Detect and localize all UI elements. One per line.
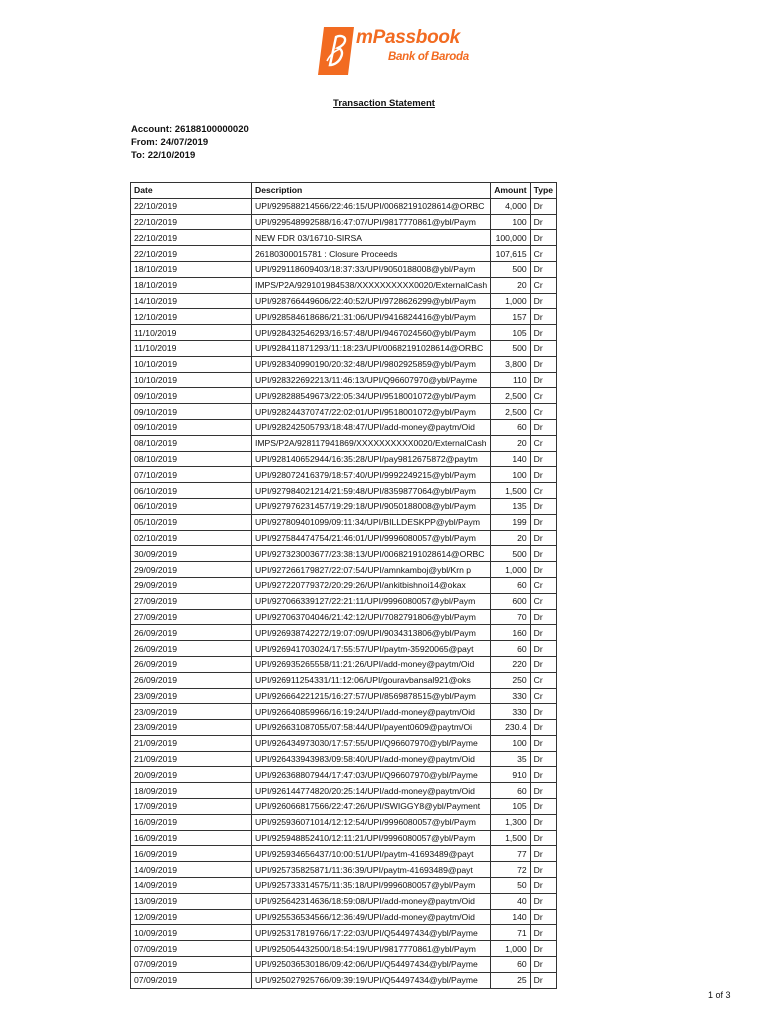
table-row [131,767,557,783]
amount-cell: 330 [491,688,530,704]
type-cell: Dr [530,656,556,672]
table-row [131,246,557,262]
date-cell: 22/10/2019 [131,230,252,246]
description-cell: UPI/927984021214/21:59:48/UPI/8359877064@ybl/Paym [252,483,491,499]
transaction-rows [131,198,557,988]
description-cell: UPI/926640859966/16:19:24/UPI/add-money@paytm/Oid [252,704,491,720]
amount-column-header: Amount [491,183,530,199]
date-cell: 07/10/2019 [131,467,252,483]
amount-cell: 105 [491,799,530,815]
amount-cell: 3,800 [491,356,530,372]
type-cell: Dr [530,909,556,925]
type-cell: Dr [530,957,556,973]
type-cell: Dr [530,498,556,514]
date-cell: 14/09/2019 [131,862,252,878]
type-cell: Dr [530,372,556,388]
amount-cell: 60 [491,783,530,799]
amount-cell: 100 [491,467,530,483]
description-cell: UPI/926941703024/17:55:57/UPI/paytm-35920065@payt [252,641,491,657]
type-cell: Dr [530,530,556,546]
date-cell: 21/09/2019 [131,735,252,751]
date-cell: 23/09/2019 [131,704,252,720]
amount-cell: 100,000 [491,230,530,246]
date-cell: 08/10/2019 [131,435,252,451]
table-row [131,261,557,277]
description-cell: IMPS/P2A/929101984538/XXXXXXXXXX0020/ExternalCash [252,277,491,293]
description-cell: UPI/926144774820/20:25:14/UPI/add-money@paytm/Oid [252,783,491,799]
amount-cell: 230.4 [491,720,530,736]
amount-cell: 1,000 [491,293,530,309]
date-cell: 16/09/2019 [131,814,252,830]
type-cell: Dr [530,356,556,372]
type-cell: Dr [530,562,556,578]
date-cell: 26/09/2019 [131,672,252,688]
type-cell: Dr [530,783,556,799]
type-cell: Cr [530,246,556,262]
type-cell: Dr [530,735,556,751]
date-cell: 12/09/2019 [131,909,252,925]
description-cell: UPI/926066817566/22:47:26/UPI/SWIGGY8@ybl/Payment [252,799,491,815]
date-cell: 11/10/2019 [131,340,252,356]
type-cell: Dr [530,261,556,277]
type-cell: Dr [530,751,556,767]
amount-cell: 250 [491,672,530,688]
amount-cell: 35 [491,751,530,767]
table-row [131,435,557,451]
amount-cell: 25 [491,972,530,988]
table-row [131,925,557,941]
type-cell: Dr [530,941,556,957]
description-cell: UPI/929588214566/22:46:15/UPI/00682191028614@ORBC [252,198,491,214]
type-cell: Dr [530,230,556,246]
table-row [131,909,557,925]
amount-cell: 60 [491,641,530,657]
date-cell: 23/09/2019 [131,720,252,736]
amount-cell: 330 [491,704,530,720]
type-cell: Dr [530,514,556,530]
table-row [131,483,557,499]
statement-title: Transaction Statement [333,98,435,109]
table-row [131,688,557,704]
table-row [131,846,557,862]
table-row [131,230,557,246]
description-cell: UPI/928584618686/21:31:06/UPI/9416824416@ybl/Paym [252,309,491,325]
description-cell: UPI/925733314575/11:35:18/UPI/9996080057@ybl/Paym [252,878,491,894]
table-row [131,214,557,230]
date-cell: 27/09/2019 [131,609,252,625]
date-cell: 26/09/2019 [131,656,252,672]
date-cell: 09/10/2019 [131,419,252,435]
amount-cell: 160 [491,625,530,641]
table-row [131,704,557,720]
table-row [131,862,557,878]
type-cell: Dr [530,925,556,941]
type-cell: Dr [530,878,556,894]
date-cell: 23/09/2019 [131,688,252,704]
date-cell: 21/09/2019 [131,751,252,767]
type-cell: Cr [530,483,556,499]
description-cell: UPI/925934656437/10:00:51/UPI/paytm-41693489@payt [252,846,491,862]
table-row [131,672,557,688]
date-cell: 16/09/2019 [131,830,252,846]
amount-cell: 40 [491,893,530,909]
table-row [131,530,557,546]
table-row [131,878,557,894]
date-cell: 18/09/2019 [131,783,252,799]
table-row [131,720,557,736]
description-cell: UPI/927266179827/22:07:54/UPI/amnkamboj@ybl/Krn p [252,562,491,578]
description-cell: UPI/925317819766/17:22:03/UPI/Q54497434@ybl/Payme [252,925,491,941]
type-cell: Dr [530,830,556,846]
date-cell: 13/09/2019 [131,893,252,909]
amount-cell: 1,500 [491,483,530,499]
amount-cell: 157 [491,309,530,325]
description-cell: UPI/926938742272/19:07:09/UPI/9034313806@ybl/Paym [252,625,491,641]
description-cell: UPI/927220779372/20:29:26/UPI/ankitbishnoi14@okax [252,577,491,593]
description-cell: UPI/925054432500/18:54:19/UPI/9817770861@ybl/Paym [252,941,491,957]
date-cell: 10/09/2019 [131,925,252,941]
amount-cell: 20 [491,530,530,546]
description-cell: UPI/926433943983/09:58:40/UPI/add-money@paytm/Oid [252,751,491,767]
description-cell: UPI/927584474754/21:46:01/UPI/9996080057@ybl/Paym [252,530,491,546]
bank-of-baroda-mark-icon [318,25,354,77]
description-cell: UPI/928072416379/18:57:40/UPI/9992249215@ybl/Paym [252,467,491,483]
description-cell: UPI/927063704046/21:42:12/UPI/7082791806@ybl/Paym [252,609,491,625]
date-cell: 22/10/2019 [131,246,252,262]
table-row [131,309,557,325]
type-cell: Dr [530,972,556,988]
table-row [131,198,557,214]
type-cell: Dr [530,214,556,230]
date-cell: 02/10/2019 [131,530,252,546]
table-row [131,277,557,293]
table-row [131,562,557,578]
amount-cell: 77 [491,846,530,862]
from-date-line: From: 24/07/2019 [131,137,209,148]
table-row [131,972,557,988]
type-cell: Dr [530,893,556,909]
date-cell: 07/09/2019 [131,972,252,988]
table-row [131,609,557,625]
amount-cell: 1,300 [491,814,530,830]
type-cell: Dr [530,767,556,783]
amount-cell: 500 [491,340,530,356]
type-cell: Cr [530,388,556,404]
date-cell: 06/10/2019 [131,498,252,514]
type-cell: Dr [530,546,556,562]
type-cell: Dr [530,419,556,435]
table-row [131,340,557,356]
description-cell: UPI/928432546293/16:57:48/UPI/9467024560@ybl/Paym [252,325,491,341]
date-cell: 26/09/2019 [131,641,252,657]
description-cell: UPI/929548992588/16:47:07/UPI/9817770861@ybl/Paym [252,214,491,230]
amount-cell: 60 [491,419,530,435]
amount-cell: 107,615 [491,246,530,262]
amount-cell: 110 [491,372,530,388]
description-cell: UPI/927809401099/09:11:34/UPI/BILLDESKPP@ybl/Paym [252,514,491,530]
description-cell: UPI/928288549673/22:05:34/UPI/9518001072@ybl/Paym [252,388,491,404]
type-cell: Dr [530,451,556,467]
date-cell: 12/10/2019 [131,309,252,325]
page-indicator: 1 of 3 [708,990,731,1000]
amount-cell: 1,500 [491,830,530,846]
date-cell: 09/10/2019 [131,404,252,420]
date-cell: 18/10/2019 [131,261,252,277]
amount-cell: 105 [491,325,530,341]
type-cell: Dr [530,862,556,878]
amount-cell: 71 [491,925,530,941]
type-cell: Dr [530,198,556,214]
amount-cell: 199 [491,514,530,530]
type-cell: Dr [530,467,556,483]
type-cell: Dr [530,814,556,830]
type-cell: Cr [530,593,556,609]
table-row [131,735,557,751]
table-row [131,451,557,467]
type-cell: Cr [530,672,556,688]
amount-cell: 60 [491,957,530,973]
description-cell: NEW FDR 03/16710-SIRSA [252,230,491,246]
amount-cell: 60 [491,577,530,593]
amount-cell: 100 [491,214,530,230]
table-row [131,799,557,815]
date-cell: 09/10/2019 [131,388,252,404]
table-row [131,814,557,830]
description-cell: UPI/928766449606/22:40:52/UPI/9728626299@ybl/Paym [252,293,491,309]
type-cell: Cr [530,404,556,420]
amount-cell: 2,500 [491,404,530,420]
date-cell: 07/09/2019 [131,941,252,957]
bank-name: Bank of Baroda [388,51,469,63]
type-cell: Dr [530,799,556,815]
amount-cell: 135 [491,498,530,514]
table-row [131,419,557,435]
type-cell: Dr [530,609,556,625]
table-row [131,957,557,973]
table-row [131,783,557,799]
amount-cell: 910 [491,767,530,783]
description-cell: UPI/927976231457/19:29:18/UPI/9050188008@ybl/Paym [252,498,491,514]
date-cell: 06/10/2019 [131,483,252,499]
date-cell: 22/10/2019 [131,198,252,214]
amount-cell: 72 [491,862,530,878]
table-row [131,941,557,957]
description-cell: UPI/925536534566/12:36:49/UPI/add-money@paytm/Oid [252,909,491,925]
table-row [131,893,557,909]
amount-cell: 20 [491,277,530,293]
type-cell: Dr [530,625,556,641]
table-row [131,404,557,420]
account-line: Account: 26188100000020 [131,124,249,135]
description-cell: IMPS/P2A/928117941869/XXXXXXXXXX0020/ExternalCash [252,435,491,451]
description-cell: UPI/926911254331/11:12:06/UPI/gouravbansal921@oks [252,672,491,688]
table-row [131,625,557,641]
brand-name: mPassbook [356,27,460,48]
to-date-line: To: 22/10/2019 [131,150,196,161]
type-cell: Cr [530,277,556,293]
description-cell: UPI/928340990190/20:32:48/UPI/9802925859@ybl/Paym [252,356,491,372]
description-cell: UPI/929118609403/18:37:33/UPI/9050188008@ybl/Paym [252,261,491,277]
table-header-row [131,183,557,199]
description-cell: UPI/925036530186/09:42:06/UPI/Q54497434@ybl/Payme [252,957,491,973]
table-row [131,751,557,767]
table-row [131,372,557,388]
description-cell: UPI/928322692213/11:46:13/UPI/Q96607970@ybl/Payme [252,372,491,388]
type-cell: Dr [530,704,556,720]
type-cell: Dr [530,309,556,325]
table-row [131,656,557,672]
type-column-header: Type [530,183,556,199]
date-cell: 22/10/2019 [131,214,252,230]
description-cell: UPI/925936071014/12:12:54/UPI/9996080057@ybl/Paym [252,814,491,830]
date-cell: 29/09/2019 [131,562,252,578]
table-row [131,514,557,530]
amount-cell: 2,500 [491,388,530,404]
description-cell: UPI/926935265558/11:21:26/UPI/add-money@paytm/Oid [252,656,491,672]
description-cell: UPI/925642314636/18:59:08/UPI/add-money@paytm/Oid [252,893,491,909]
description-cell: UPI/928244370747/22:02:01/UPI/9518001072@ybl/Paym [252,404,491,420]
type-cell: Cr [530,435,556,451]
date-cell: 27/09/2019 [131,593,252,609]
description-cell: UPI/928140652944/16:35:28/UPI/pay9812675872@paytm [252,451,491,467]
description-cell: UPI/926434973030/17:57:55/UPI/Q96607970@ybl/Payme [252,735,491,751]
description-cell: UPI/925948852410/12:11:21/UPI/9996080057@ybl/Paym [252,830,491,846]
description-cell: UPI/927323003677/23:38:13/UPI/00682191028614@ORBC [252,546,491,562]
type-cell: Dr [530,325,556,341]
amount-cell: 600 [491,593,530,609]
amount-cell: 50 [491,878,530,894]
description-column-header: Description [252,183,491,199]
description-cell: UPI/926664221215/16:27:57/UPI/8569878515@ybl/Paym [252,688,491,704]
date-cell: 08/10/2019 [131,451,252,467]
date-cell: 26/09/2019 [131,625,252,641]
date-cell: 11/10/2019 [131,325,252,341]
amount-cell: 140 [491,909,530,925]
amount-cell: 220 [491,656,530,672]
amount-cell: 20 [491,435,530,451]
type-cell: Dr [530,340,556,356]
date-cell: 05/10/2019 [131,514,252,530]
date-column-header: Date [131,183,252,199]
description-cell: UPI/926368807944/17:47:03/UPI/Q96607970@ybl/Payme [252,767,491,783]
date-cell: 20/09/2019 [131,767,252,783]
amount-cell: 70 [491,609,530,625]
type-cell: Dr [530,293,556,309]
table-row [131,830,557,846]
table-row [131,467,557,483]
description-cell: UPI/927066339127/22:21:11/UPI/9996080057@ybl/Paym [252,593,491,609]
date-cell: 07/09/2019 [131,957,252,973]
type-cell: Dr [530,720,556,736]
transaction-table [130,182,557,989]
date-cell: 30/09/2019 [131,546,252,562]
amount-cell: 500 [491,261,530,277]
description-cell: 26180300015781 : Closure Proceeds [252,246,491,262]
amount-cell: 100 [491,735,530,751]
table-row [131,593,557,609]
description-cell: UPI/928242505793/18:48:47/UPI/add-money@paytm/Oid [252,419,491,435]
amount-cell: 1,000 [491,562,530,578]
amount-cell: 500 [491,546,530,562]
amount-cell: 1,000 [491,941,530,957]
description-cell: UPI/925735825871/11:36:39/UPI/paytm-41693489@payt [252,862,491,878]
table-row [131,577,557,593]
amount-cell: 140 [491,451,530,467]
table-row [131,546,557,562]
type-cell: Dr [530,641,556,657]
description-cell: UPI/926631087055/07:58:44/UPI/payent0609@paytm/Oi [252,720,491,736]
date-cell: 14/09/2019 [131,878,252,894]
date-cell: 18/10/2019 [131,277,252,293]
date-cell: 10/10/2019 [131,372,252,388]
date-cell: 10/10/2019 [131,356,252,372]
table-row [131,498,557,514]
date-cell: 29/09/2019 [131,577,252,593]
type-cell: Dr [530,846,556,862]
table-row [131,356,557,372]
date-cell: 17/09/2019 [131,799,252,815]
table-row [131,388,557,404]
date-cell: 16/09/2019 [131,846,252,862]
date-cell: 14/10/2019 [131,293,252,309]
table-row [131,641,557,657]
description-cell: UPI/928411871293/11:18:23/UPI/00682191028614@ORBC [252,340,491,356]
table-row [131,325,557,341]
type-cell: Cr [530,688,556,704]
table-row [131,293,557,309]
type-cell: Cr [530,577,556,593]
description-cell: UPI/925027925766/09:39:19/UPI/Q54497434@ybl/Payme [252,972,491,988]
amount-cell: 4,000 [491,198,530,214]
bank-logo [318,25,469,77]
